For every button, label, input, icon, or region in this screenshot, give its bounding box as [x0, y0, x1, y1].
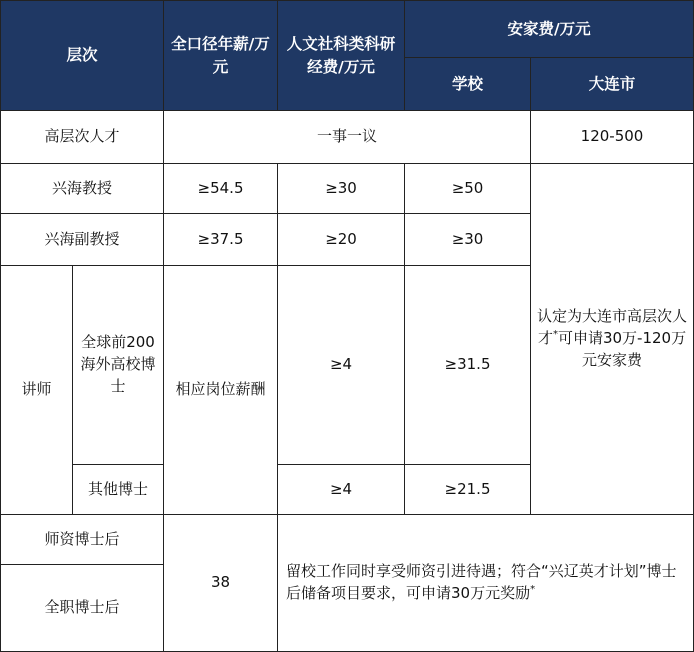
row-label-lecturer: 讲师	[1, 266, 73, 515]
lecturer-top200-research: ≥4	[278, 266, 405, 465]
xinghai-prof-school: ≥50	[405, 164, 531, 214]
row-label-xinghai-assoc: 兴海副教授	[1, 214, 164, 266]
row-label-postdoc-fulltime: 全职博士后	[1, 565, 164, 652]
row-label-postdoc-faculty: 师资博士后	[1, 515, 164, 565]
row-label-high-talent: 高层次人才	[1, 111, 164, 164]
lecturer-top200-label: 全球前200海外高校博士	[73, 266, 164, 465]
postdoc-note-text: 留校工作同时享受师资引进待遇；符合“兴辽英才计划”博士后储备项目要求，可申请30万元奖励	[286, 562, 677, 602]
high-talent-city-value: 120-500	[531, 111, 694, 164]
high-talent-negotiable: 一事一议	[164, 111, 531, 164]
postdoc-note	[278, 515, 694, 652]
lecturer-other-label: 其他博士	[73, 465, 164, 515]
header-research-funds: 人文社科类科研经费/万元	[278, 1, 405, 111]
lecturer-other-school: ≥21.5	[405, 465, 531, 515]
postdoc-salary: 38	[164, 515, 278, 652]
header-settlement: 安家费/万元	[405, 1, 694, 58]
xinghai-prof-salary: ≥54.5	[164, 164, 278, 214]
city-note-text: 认定为大连市高层次人才	[537, 307, 688, 348]
xinghai-assoc-research: ≥20	[278, 214, 405, 266]
lecturer-other-research: ≥4	[278, 465, 405, 515]
xinghai-prof-research: ≥30	[278, 164, 405, 214]
city-note	[531, 164, 694, 515]
header-level: 层次	[1, 1, 164, 111]
xinghai-assoc-school: ≥30	[405, 214, 531, 266]
header-school: 学校	[405, 58, 531, 111]
lecturer-top200-school: ≥31.5	[405, 266, 531, 465]
xinghai-assoc-salary: ≥37.5	[164, 214, 278, 266]
lecturer-salary: 相应岗位薪酬	[164, 266, 278, 515]
city-note-tail: 可申请30万-120万元安家费	[557, 329, 687, 369]
postdoc-note-mark: *	[530, 584, 536, 595]
row-label-xinghai-prof: 兴海教授	[1, 164, 164, 214]
header-salary: 全口径年薪/万元	[164, 1, 278, 111]
city-note-mark: *	[552, 329, 558, 341]
header-dalian-city: 大连市	[531, 58, 694, 111]
